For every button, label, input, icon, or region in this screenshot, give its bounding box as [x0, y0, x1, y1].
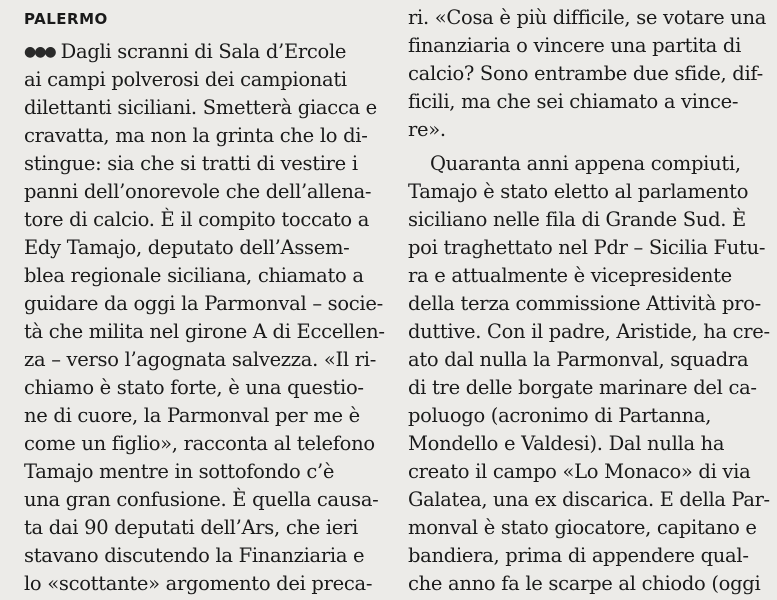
article-line: stingue: sia che si tratti di vestire i — [24, 152, 358, 175]
article-line: ai campi polverosi dei campionati — [24, 68, 347, 91]
article-line: Galatea, una ex discarica. E della Par- — [408, 488, 770, 511]
article-line: finanziaria o vincere una partita di — [408, 34, 742, 57]
article-line: za – verso l’agognata salvezza. «Il ri- — [24, 348, 376, 371]
article-line: Quaranta anni appena compiuti, — [430, 152, 741, 175]
article-line: blea regionale siciliana, chiamato a — [24, 264, 364, 287]
article-line: lo «scottante» argomento dei preca- — [24, 572, 373, 595]
article-line — [24, 38, 346, 66]
article-line: Tamajo è stato eletto al parlamento — [408, 180, 749, 203]
article-line: cravatta, ma non la grinta che lo di- — [24, 124, 368, 147]
bullet-marker: ●●● — [24, 44, 55, 60]
article-line: dilettanti siciliani. Smetterà giacca e — [24, 96, 377, 119]
article-line: guidare da oggi la Parmonval – socie- — [24, 292, 383, 315]
article-line: panni dell’onorevole che dell’allena- — [24, 180, 372, 203]
article-line: tore di calcio. È il compito toccato a — [24, 208, 370, 231]
article-line: poi traghettato nel Pdr – Sicilia Futu- — [408, 236, 766, 259]
article-line: tà che milita nel girone A di Eccellen- — [24, 320, 385, 343]
article-line: monval è stato giocatore, capitano e — [408, 516, 757, 539]
article-line: una gran confusione. È quella causa- — [24, 488, 379, 511]
article-line: della terza commissione Attività pro- — [408, 292, 761, 315]
article-line: che anno fa le scarpe al chiodo (oggi — [408, 572, 761, 595]
article-line: chiamo è stato forte, è una questio- — [24, 376, 364, 399]
article-line: bandiera, prima di appendere qual- — [408, 544, 749, 567]
article-line: creato il campo «Lo Monaco» di via — [408, 460, 751, 483]
article-line: stavano discutendo la Finanziaria e — [24, 544, 365, 567]
article-line: poluogo (acronimo di Partanna, — [408, 404, 712, 427]
article-line: siciliano nelle fila di Grande Sud. È — [408, 208, 746, 231]
article-kicker: PALERMO — [24, 10, 108, 28]
article-line: duttive. Con il padre, Aristide, ha cre- — [408, 320, 770, 343]
article-line: ta dai 90 deputati dell’Ars, che ieri — [24, 516, 358, 539]
article-line: re». — [408, 118, 446, 141]
article-line: come un figlio», racconta al telefono — [24, 432, 375, 455]
article-line: ne di cuore, la Parmonval per me è — [24, 404, 360, 427]
article-line: ato dal nulla la Parmonval, squadra — [408, 348, 749, 371]
article-line: Tamajo mentre in sottofondo c’è — [24, 460, 335, 483]
article-line: calcio? Sono entrambe due sfide, dif- — [408, 62, 763, 85]
article-line: Mondello e Valdesi). Dal nulla ha — [408, 432, 725, 455]
article-line: ficili, ma che sei chiamato a vince- — [408, 90, 739, 113]
article-line: ra e attualmente è vicepresidente — [408, 264, 732, 287]
article-line-text: Dagli scranni di Sala d’Ercole — [60, 40, 347, 63]
article-line: di tre delle borgate marinare del ca- — [408, 376, 757, 399]
article-line: Edy Tamajo, deputato dell’Assem- — [24, 236, 350, 259]
article-line: ri. «Cosa è più difficile, se votare una — [408, 6, 767, 29]
